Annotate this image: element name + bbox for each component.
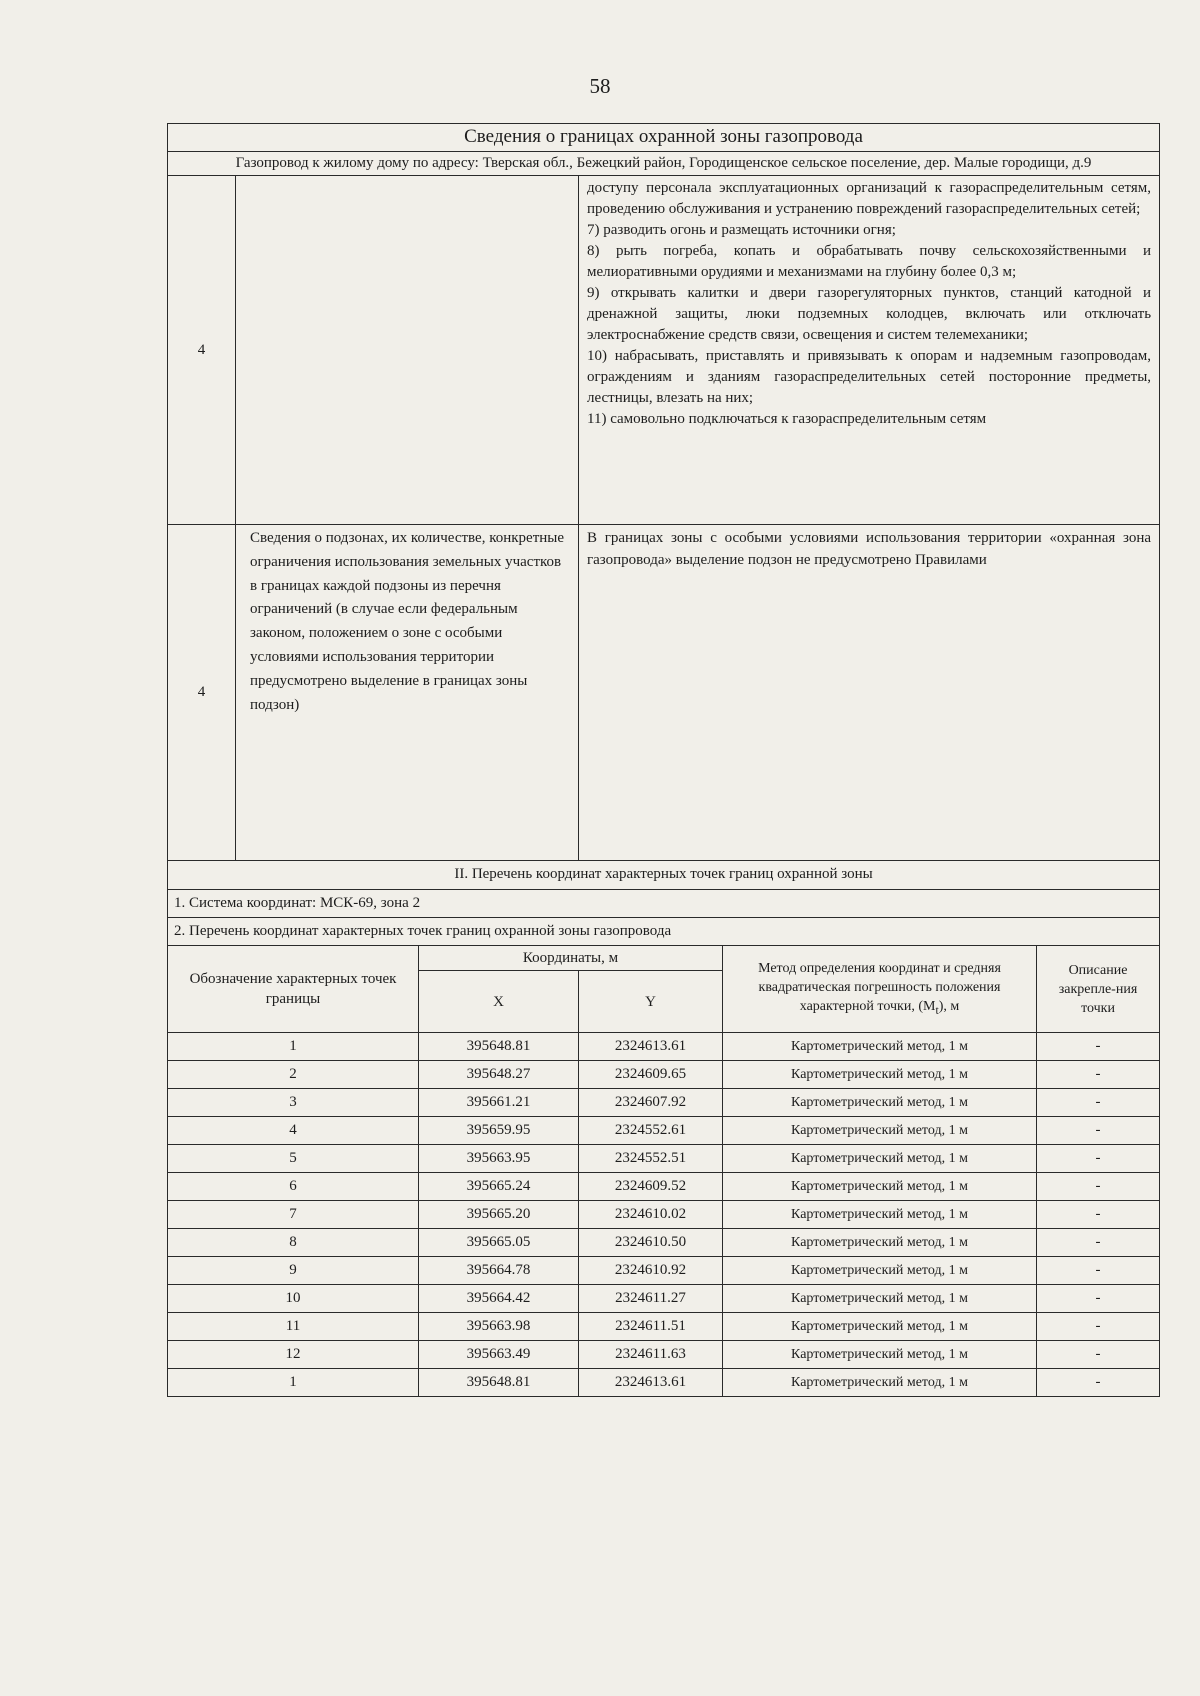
point-id: 3 (168, 1089, 419, 1117)
point-description: - (1037, 1117, 1160, 1145)
point-description: - (1037, 1173, 1160, 1201)
table-row (168, 1033, 1160, 1061)
header-designation: Обозначение характерных точек границы (168, 946, 419, 1033)
point-id: 4 (168, 1117, 419, 1145)
point-id: 8 (168, 1229, 419, 1257)
zone-boundary-table (167, 123, 1160, 1397)
method: Картометрический метод, 1 м (723, 1229, 1037, 1257)
table-subtitle: Газопровод к жилому дому по адресу: Тверская обл., Бежецкий район, Городищенское сельское поселение, дер. Малые городищи, д.9 (168, 152, 1160, 176)
coord-list-title: 2. Перечень координат характерных точек границ охранной зоны газопровода (168, 918, 1160, 946)
point-description: - (1037, 1145, 1160, 1173)
point-id: 2 (168, 1061, 419, 1089)
coord-x: 395665.05 (419, 1229, 579, 1257)
restriction-item: 11) самовольно подключаться к газораспределительным сетям (587, 411, 987, 427)
row-number: 4 (168, 176, 236, 525)
point-id: 9 (168, 1257, 419, 1285)
coord-y: 2324552.51 (579, 1145, 723, 1173)
coord-y: 2324552.61 (579, 1117, 723, 1145)
coord-x: 395663.98 (419, 1313, 579, 1341)
table-row (168, 1257, 1160, 1285)
method: Картометрический метод, 1 м (723, 1061, 1037, 1089)
coord-x: 395648.81 (419, 1033, 579, 1061)
coord-y: 2324613.61 (579, 1369, 723, 1397)
point-description: - (1037, 1061, 1160, 1089)
method: Картометрический метод, 1 м (723, 1145, 1037, 1173)
coord-y: 2324611.27 (579, 1285, 723, 1313)
point-id: 7 (168, 1201, 419, 1229)
table-row (168, 1117, 1160, 1145)
table-row (168, 1313, 1160, 1341)
coord-y: 2324609.65 (579, 1061, 723, 1089)
restriction-item: 8) рыть погреба, копать и обрабатывать почву сельскохозяйственными и мелиоративными орудиями и механизмами на глубину более 0,3 м; (587, 243, 1152, 280)
method: Картометрический метод, 1 м (723, 1313, 1037, 1341)
table-row (168, 1089, 1160, 1117)
empty-label-cell (236, 176, 579, 525)
point-description: - (1037, 1033, 1160, 1061)
method: Картометрический метод, 1 м (723, 1369, 1037, 1397)
table-row (168, 1201, 1160, 1229)
method: Картометрический метод, 1 м (723, 1173, 1037, 1201)
point-description: - (1037, 1285, 1160, 1313)
page-number: 58 (589, 74, 611, 98)
table-row (168, 1229, 1160, 1257)
point-description: - (1037, 1341, 1160, 1369)
coord-y: 2324611.51 (579, 1313, 723, 1341)
point-id: 12 (168, 1341, 419, 1369)
coord-x: 395648.81 (419, 1369, 579, 1397)
section-title: II. Перечень координат характерных точек границ охранной зоны (168, 861, 1160, 890)
table-row (168, 1173, 1160, 1201)
coord-x: 395659.95 (419, 1117, 579, 1145)
point-id: 10 (168, 1285, 419, 1313)
method: Картометрический метод, 1 м (723, 1089, 1037, 1117)
coord-y: 2324609.52 (579, 1173, 723, 1201)
point-id: 6 (168, 1173, 419, 1201)
restriction-item: 7) разводить огонь и размещать источники огня; (587, 222, 896, 238)
coord-x: 395661.21 (419, 1089, 579, 1117)
coord-x: 395665.20 (419, 1201, 579, 1229)
coord-x: 395664.78 (419, 1257, 579, 1285)
point-description: - (1037, 1229, 1160, 1257)
table-row (168, 1145, 1160, 1173)
coord-y: 2324610.02 (579, 1201, 723, 1229)
restriction-item: 10) набрасывать, приставлять и привязывать к опорам и надземным газопроводам, ограждениям и зданиям газораспределительных сетей посторонние предметы, лестницы, влезать на них; (587, 348, 1152, 406)
coord-x: 395663.95 (419, 1145, 579, 1173)
coord-x: 395648.27 (419, 1061, 579, 1089)
coord-y: 2324607.92 (579, 1089, 723, 1117)
point-id: 1 (168, 1033, 419, 1061)
restrictions-row (168, 176, 1160, 525)
coord-x: 395663.49 (419, 1341, 579, 1369)
subzones-value: В границах зоны с особыми условиями использования территории «охранная зона газопровода» выделение подзон не предусмотрено Правилами (579, 525, 1160, 861)
point-description: - (1037, 1089, 1160, 1117)
row-number: 4 (168, 525, 236, 861)
coord-system: 1. Система координат: МСК-69, зона 2 (168, 890, 1160, 918)
subzones-row (168, 525, 1160, 861)
restriction-item: доступу персонала эксплуатационных организаций к газораспределительным сетям, проведению обслуживания и устранению повреждений газораспределительных сетей; (587, 180, 1152, 217)
restriction-item: 9) открывать калитки и двери газорегуляторных пунктов, станций катодной и дренажной защиты, люки подземных колодцев, включать или отключать электроснабжение средств связи, освещения и систем телемеханики; (587, 285, 1152, 343)
method: Картометрический метод, 1 м (723, 1033, 1037, 1061)
point-description: - (1037, 1369, 1160, 1397)
table-row (168, 1369, 1160, 1397)
header-method: Метод определения координат и средняя квадратическая погрешность положения характерной точки, $(M_t)$, м (723, 946, 1037, 1033)
point-description: - (1037, 1313, 1160, 1341)
table-row (168, 1061, 1160, 1089)
table-title: Сведения о границах охранной зоны газопровода (168, 124, 1160, 152)
header-y: Y (579, 971, 723, 1033)
point-description: - (1037, 1257, 1160, 1285)
subzones-label: Сведения о подзонах, их количестве, конкретные ограничения использования земельных участков в границах каждой подзоны из перечня ограничений (в случае если федеральным законом, положением о зоне с особыми условиями использования территории предусмотрено выделение в границах зоны подзон) (236, 525, 579, 861)
coord-y: 2324613.61 (579, 1033, 723, 1061)
point-id: 11 (168, 1313, 419, 1341)
method: Картометрический метод, 1 м (723, 1117, 1037, 1145)
point-id: 1 (168, 1369, 419, 1397)
header-coords: Координаты, м (419, 946, 723, 971)
coord-x: 395665.24 (419, 1173, 579, 1201)
restrictions-text (579, 176, 1160, 525)
header-description: Описание закрепле-ния точки (1037, 946, 1160, 1033)
method: Картометрический метод, 1 м (723, 1341, 1037, 1369)
point-description: - (1037, 1201, 1160, 1229)
method: Картометрический метод, 1 м (723, 1257, 1037, 1285)
coord-x: 395664.42 (419, 1285, 579, 1313)
coord-y: 2324611.63 (579, 1341, 723, 1369)
point-id: 5 (168, 1145, 419, 1173)
header-x: X (419, 971, 579, 1033)
coord-y: 2324610.50 (579, 1229, 723, 1257)
table-row (168, 1285, 1160, 1313)
method: Картометрический метод, 1 м (723, 1285, 1037, 1313)
method: Картометрический метод, 1 м (723, 1201, 1037, 1229)
coord-y: 2324610.92 (579, 1257, 723, 1285)
table-row (168, 1341, 1160, 1369)
